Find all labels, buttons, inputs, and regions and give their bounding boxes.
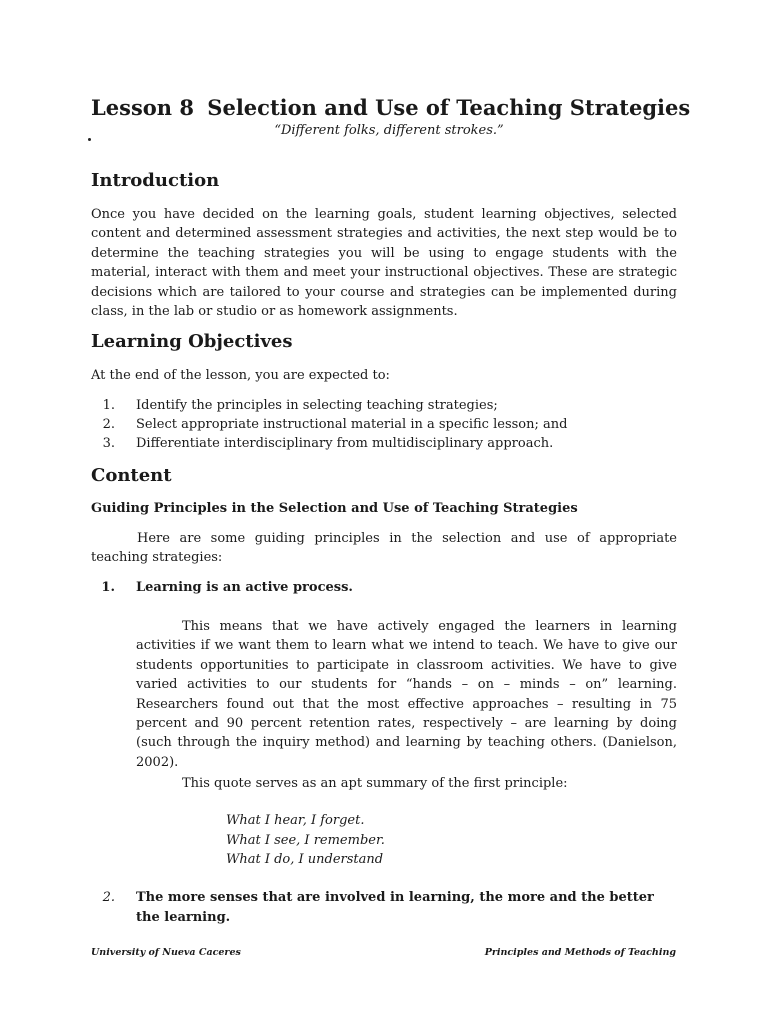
epigraph: “Different folks, different strokes.” — [274, 123, 504, 138]
objectives-list — [91, 396, 681, 456]
introduction-heading: Introduction — [91, 170, 220, 191]
principle-2-title: The more senses that are involved in learning, the more and the better the learning. — [136, 890, 654, 925]
lesson-title-text: Selection and Use of Teaching Strategies — [207, 95, 691, 120]
principle-2-number: 2. — [102, 890, 115, 905]
principle-1-quote-intro: This quote serves as an apt summary of the first principle: — [182, 776, 568, 791]
content-intro: Here are some guiding principles in the selection and use of appropriate teaching strategies: — [91, 531, 677, 566]
list-item-number: 1. — [102, 398, 115, 413]
principle-1-quote — [226, 811, 526, 871]
footer-left: University of Nueva Caceres — [91, 947, 241, 958]
principle-2-heading — [91, 888, 681, 928]
quote-line: What I see, I remember. — [226, 832, 385, 848]
list-item-number: 2. — [102, 417, 115, 432]
lesson-number: Lesson 8 — [91, 95, 194, 120]
stray-mark — [88, 138, 91, 141]
objectives-lead: At the end of the lesson, you are expected to: — [91, 368, 390, 383]
objectives-heading: Learning Objectives — [91, 331, 293, 352]
lesson-title — [91, 94, 691, 122]
content-heading: Content — [91, 465, 172, 486]
quote-line: What I hear, I forget. — [226, 813, 365, 828]
content-subheading: Guiding Principles in the Selection and Use of Teaching Strategies — [91, 501, 578, 516]
principle-1-number: 1. — [101, 580, 115, 595]
quote-line: What I do, I understand — [226, 852, 384, 867]
principle-1-heading — [91, 578, 681, 598]
list-item-number: 3. — [102, 436, 115, 451]
introduction-body: Once you have decided on the learning goals, student learning objectives, selected content and determined assessment strategies and activities, the next step would be to determine the teaching strategies you will be using to engage students with the material, interact with them and meet your instructional objectives. These are strategic decisions which are tailored to your course and strategies can be implemented during class, in the lab or studio or as homework assignments. — [91, 207, 677, 320]
list-item-text: Identify the principles in selecting teaching strategies; — [136, 398, 498, 413]
footer-right: Principles and Methods of Teaching — [484, 947, 676, 958]
list-item-text: Differentiate interdisciplinary from multidisciplinary approach. — [136, 436, 554, 451]
list-item-text: Select appropriate instructional material in a specific lesson; and — [136, 417, 568, 432]
principle-1-body: This means that we have actively engaged the learners in learning activities if we want them to learn what we intend to teach. We have to give our students opportunities to participate in classroom activities. We have to give varied activities to our students for “hands – on – minds – on” learning. Researchers found out that the most effective approaches – resulting in 75 percent and 90 percent retention rates, respectively – are learning by doing (such through the inquiry method) and learning by teaching others. (Danielson, 2002). — [136, 619, 677, 770]
principle-1-title: Learning is an active process. — [136, 580, 353, 595]
